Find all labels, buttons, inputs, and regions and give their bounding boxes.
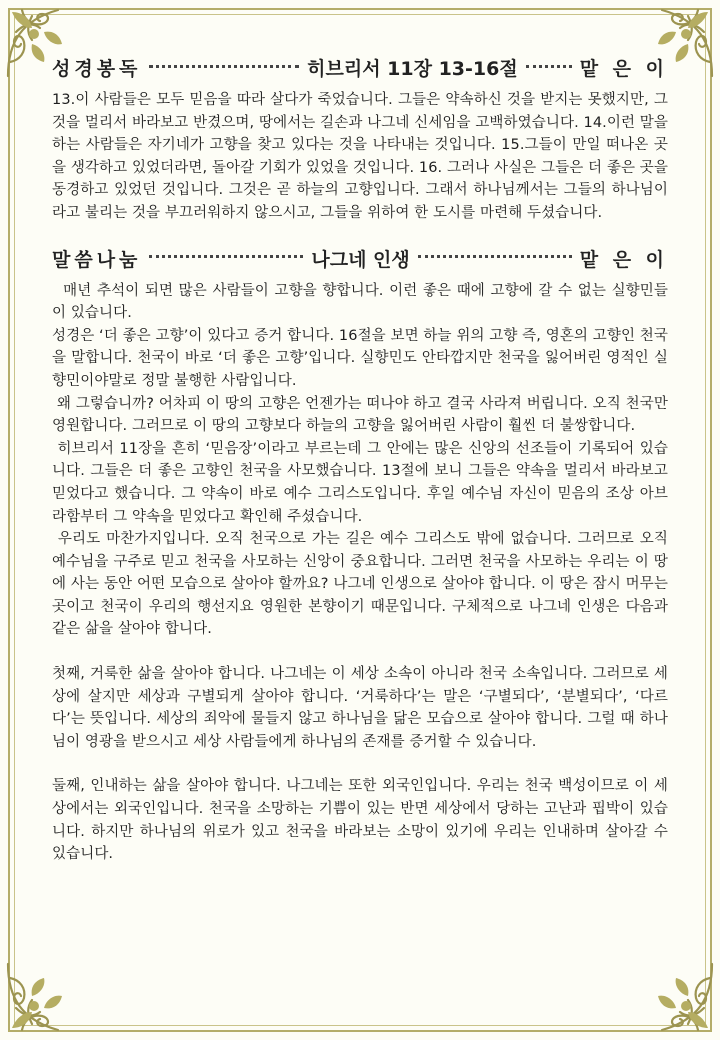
- corner-ornament-icon: [2, 958, 82, 1038]
- sermon-paragraph: 우리도 마찬가지입니다. 오직 천국으로 가는 길은 예수 그리스도 밖에 없습니다. 그러므로 오직 예수님을 구주로 믿고 천국을 사모하는 신앙이 중요합니다. 그러면 천국을 사모하는 우리는 이 땅에 사는 동안 어떤 모습으로 살아야 할까요? 나그네 인생으로 살아야 합니다. 이 땅은 잠시 머무는 곳이고 천국이 우리의 행선지요 영원한 본향이기 때문입니다. 구체적으로 나그네 인생은 다음과 같은 삶을 살아야 합니다.: [52, 531, 673, 638]
- assigned-person-label: 맡 은 이: [579, 58, 668, 80]
- leader-dots: [418, 254, 572, 258]
- scripture-reading-label: 성경봉독: [52, 58, 142, 80]
- sermon-paragraph: 히브리서 11장을 흔히 ‘믿음장’이라고 부르는데 그 안에는 많은 신앙의 선조들이 기록되어 있습니다. 그들은 더 좋은 고향인 천국을 사모했습니다. 13절에 보니 그들은 약속을 멀리서 바라보고 믿었다고 했습니다. 그 약속이 바로 예수 그리스도입니다. 후일 예수님 자신이 믿음의 조상 아브라함부터 그 약속을 믿었다고 확인해 주셨습니다.: [52, 440, 673, 525]
- sermon-point-second: 둘째, 인내하는 삶을 살아야 합니다. 나그네는 또한 외국인입니다. 우리는 천국 백성이므로 이 세상에서는 외국인입니다. 천국을 소망하는 기쁨이 있는 반면 세상에서 당하는 고난과 핍박이 있습니다. 하지만 하나님의 위로가 있고 천국을 바라보는 소망이 있기에 우리는 인내하며 살아갈 수 있습니다.: [52, 778, 668, 863]
- scripture-reference: 히브리서 11장 13-16절: [307, 58, 518, 80]
- sermon-point-first: 첫째, 거룩한 삶을 살아야 합니다. 나그네는 이 세상 소속이 아니라 천국 소속입니다. 그러므로 세상에 살지만 세상과 구별되게 살아야 합니다. ‘거룩하다’는 말은 ‘구별되다’, ‘분별되다’, ‘다르다’는 뜻입니다. 세상의 죄악에 물들지 않고 하나님을 닮은 모습으로 살아야 합니다. 그럴 때 하나님이 영광을 받으시고 세상 사람들에게 하나님의 존재를 증거할 수 있습니다.: [52, 666, 668, 750]
- leader-dots: [526, 64, 572, 68]
- sermon-title: 나그네 인생: [311, 248, 410, 271]
- scripture-text: 13.이 사람들은 모두 믿음을 따라 살다가 죽었습니다. 그들은 약속하신 것을 받지는 못했지만, 그것을 멀리서 바라보고 반겼으며, 땅에서는 길손과 나그네 신세임을 고백하였습니다. 14.이런 말을 하는 사람들은 자기네가 고향을 찾고 있다는 것을 나타내는 것입니다. 15.그들이 만일 떠나온 곳을 생각하고 있었더라면, 돌아갈 기회가 있었을 것입니다. 16. 그러나 사실은 그들은 더 좋은 곳을 동경하고 있었던 것입니다. 그것은 곧 하늘의 고향입니다. 그래서 하나님께서는 그들의 하나님이라고 불리는 것을 부끄러워하지 않으시고, 그들을 위하여 한 도시를 마련해 두셨습니다.: [52, 92, 668, 221]
- leader-dots: [149, 64, 299, 68]
- scripture-reading-heading: [52, 54, 668, 81]
- sermon-paragraph: 매년 추석이 되면 많은 사람들이 고향을 향합니다. 이런 좋은 때에 고향에 갈 수 없는 실향민들이 있습니다.: [52, 282, 669, 322]
- sermon-heading: [52, 245, 668, 272]
- assigned-person-label: 맡 은 이: [579, 248, 669, 271]
- bulletin-content: [52, 54, 673, 866]
- corner-ornament-icon: [638, 958, 718, 1038]
- leader-dots: [149, 254, 303, 258]
- sermon-paragraph: 왜 그렇습니까? 어차피 이 땅의 고향은 언젠가는 떠나야 하고 결국 사라져 버립니다. 오직 천국만 영원합니다. 그러므로 이 땅의 고향보다 하늘의 고향을 잃어버린 사람이 훨씬 더 불쌍합니다.: [52, 395, 673, 435]
- sermon-label: 말씀나눔: [52, 248, 142, 271]
- sermon-paragraph: 성경은 ‘더 좋은 고향’이 있다고 증거 합니다. 16절을 보면 하늘 위의 고향 즉, 영혼의 고향인 천국을 말합니다. 천국이 바로 ‘더 좋은 고향’입니다. 실향민도 안타깝지만 천국을 잃어버린 영적인 실향민이야말로 정말 불행한 사람입니다.: [52, 327, 668, 389]
